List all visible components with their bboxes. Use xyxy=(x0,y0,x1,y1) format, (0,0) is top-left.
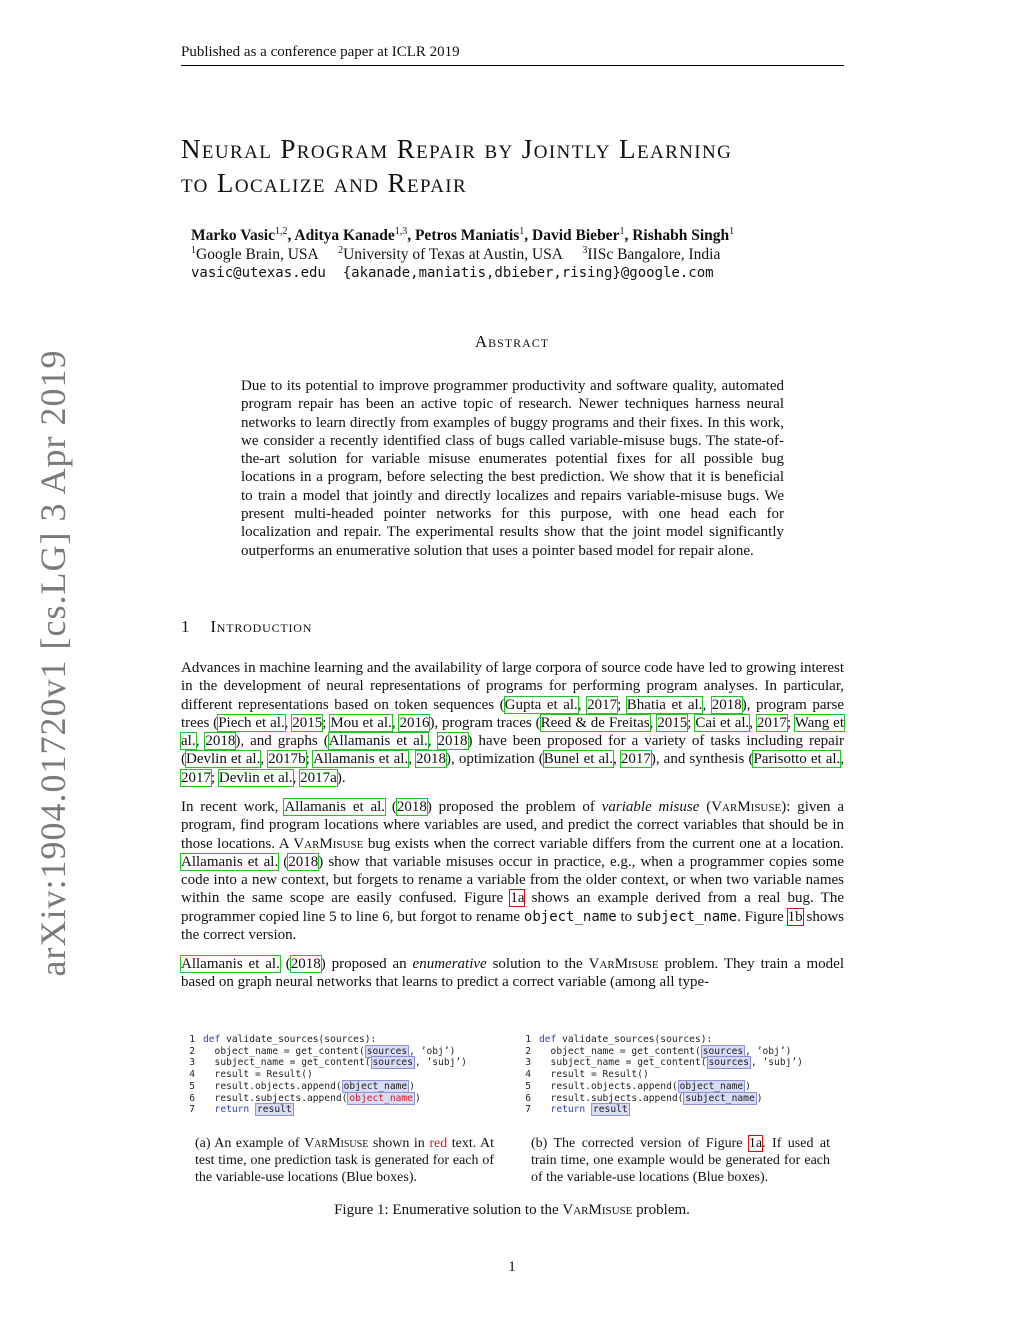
intro-paragraph-2: In recent work, Allamanis et al. (2018) proposed the problem of variable misuse (VarMisuse): given a program, find program locations where variables are used, and predict the correct variables that should be in those locations. A VarMisuse bug exists when the correct variable differs from the current one at a location. Allamanis et al. (2018) show that variable misuses occur in practice, e.g., when a programmer copies some code into a new context, but forgets to rename a variable from the older context, or when two variable names within the same scope are easily confused. Figure 1a shows an example derived from a real bug. The programmer copied line 5 to line 6, but forgot to rename object_name to subject_name. Figure 1b shows the correct version. xyxy=(181,799,845,944)
citation-link[interactable]: 2018 xyxy=(205,733,236,750)
citation-link[interactable]: 2017 xyxy=(620,751,651,768)
affiliation: Google Brain, USA xyxy=(196,246,319,263)
citation-link[interactable]: Allamanis et al. xyxy=(313,751,409,768)
misused-variable-box: object_name xyxy=(349,1092,413,1104)
variable-use-box: sources xyxy=(702,1045,744,1057)
author-aff: 1 xyxy=(729,225,735,237)
citation-link[interactable]: Bhatia et al. xyxy=(626,696,703,713)
figure-ref-link[interactable]: 1a xyxy=(510,890,525,907)
citation-link[interactable]: Mou et al. xyxy=(330,714,392,731)
code-line: 1 def validate_sources(sources): xyxy=(189,1034,377,1045)
citation-link[interactable]: Gupta et al. xyxy=(504,696,578,713)
affiliation: IISc Bangalore, India xyxy=(587,246,721,263)
code-line: 2 object_name = get_content( sources , ’obj’) xyxy=(189,1045,456,1057)
citation-link[interactable]: 2018 xyxy=(437,733,468,750)
citation-link[interactable]: 2017 xyxy=(756,714,787,731)
arxiv-stamp: arXiv:1904.01720v1 [cs.LG] 3 Apr 2019 xyxy=(33,349,73,977)
variable-use-box: object_name xyxy=(343,1080,408,1092)
citation-link[interactable]: 2015 xyxy=(292,714,323,731)
section-heading xyxy=(181,617,312,637)
title-line-2: to Localize and Repair xyxy=(181,168,468,198)
citation-link[interactable]: 2015 xyxy=(657,714,688,731)
figure-ref-link[interactable]: 1b xyxy=(787,908,803,925)
author-name: David Bieber xyxy=(532,227,620,244)
variable-use-box: result xyxy=(257,1104,292,1116)
paper-title xyxy=(181,132,846,200)
code-listing-a xyxy=(181,1034,467,1116)
section-number: 1 xyxy=(181,617,191,636)
variable-use-box: object_name xyxy=(679,1080,744,1092)
author-emails: vasic@utexas.edu {akanade,maniatis,dbieber,rising}@google.com xyxy=(191,265,714,281)
code-line: 7 return result xyxy=(189,1104,292,1116)
citation-link[interactable]: Devlin et al. xyxy=(218,769,293,786)
variable-use-box: sources xyxy=(366,1045,408,1057)
author-block xyxy=(191,226,734,283)
subfigure-caption-a: (a) An example of VarMisuse shown in red text. At test time, one prediction task is generated for each of the variable-use locations (Blue boxes). xyxy=(195,1136,494,1185)
citation-link[interactable]: 2016 xyxy=(399,714,430,731)
citation-link[interactable]: 2017a xyxy=(300,769,337,786)
author-aff: 1,3 xyxy=(394,225,408,237)
citation-link[interactable]: 2018 xyxy=(290,956,321,972)
code-line: 3 subject_name = get_content( sources , ’subj’) xyxy=(525,1057,803,1069)
citation-link[interactable]: Wang et al. xyxy=(181,714,844,750)
intro-paragraph-3: Allamanis et al. (2018) proposed an enumerative solution to the VarMisuse problem. They train a model based on graph neural networks that learns to predict a correct variable (among all type- xyxy=(181,956,844,991)
citation-link[interactable]: Reed & de Freitas xyxy=(540,714,650,731)
citation-link[interactable]: Piech et al. xyxy=(218,714,285,731)
header-rule xyxy=(181,65,844,66)
page-number: 1 xyxy=(508,1259,516,1275)
variable-use-box: sources xyxy=(372,1057,413,1069)
citation-link[interactable]: 2018 xyxy=(288,853,319,870)
affiliation: University of Texas at Austin, USA xyxy=(343,246,563,263)
code-line: 6 result.subjects.append( subject_name ) xyxy=(525,1092,763,1104)
affiliations: $^1$Google Brain, USA $^2$University of Texas at Austin, USA $^3$IISc Bangalore, India xyxy=(191,244,721,263)
citation-link[interactable]: Bunel et al. xyxy=(543,751,614,768)
code-line: 5 result.objects.append( object_name ) xyxy=(189,1080,415,1092)
citation-link[interactable]: 2018 xyxy=(711,696,742,713)
author-list: Marko Vasic$^{1,2}$, Aditya Kanade$^{1,3}$, Petros Maniatis$^1$, David Bieber$^1$, Rishabh Singh$^1$ xyxy=(191,225,735,244)
author-name: Aditya Kanade xyxy=(294,227,395,244)
intro-paragraph-1: Advances in machine learning and the availability of large corpora of source code have led to growing interest in the development of neural representations of programs for performing program analyses. In particular, different representations based on token sequences (Gupta et al., 2017; Bhatia et al., 2018), program parse trees (Piech et al., 2015; Mou et al., 2016), program traces (Reed & de Freitas, 2015; Cai et al., 2017; Wang et al., 2018), and graphs (Allamanis et al., 2018) have been proposed for a variety of tasks including repair (Devlin et al., 2017b; Allamanis et al., 2018), optimization (Bunel et al., 2017), and synthesis (Parisotto et al., 2017; Devlin et al., 2017a). xyxy=(181,660,845,786)
abstract-heading: Abstract xyxy=(474,332,550,351)
running-header: Published as a conference paper at ICLR 2019 xyxy=(181,44,460,60)
title-line-1: Neural Program Repair by Jointly Learning xyxy=(181,134,733,164)
citation-link[interactable]: Allamanis et al. xyxy=(181,956,280,972)
author-aff: 1,2 xyxy=(274,225,288,237)
citation-link[interactable]: 2017 xyxy=(587,696,618,713)
code-line: 7 return result xyxy=(525,1104,628,1116)
code-line: 4 result = Result() xyxy=(189,1069,313,1081)
code-line: 3 subject_name = get_content( sources , ’subj’) xyxy=(189,1057,467,1069)
citation-link[interactable]: Parisotto et al. xyxy=(753,751,841,768)
variable-use-box: result xyxy=(593,1104,628,1116)
code-line: 1 def validate_sources(sources): xyxy=(525,1034,713,1045)
variable-use-box: sources xyxy=(708,1057,749,1069)
author-aff: 1 xyxy=(619,225,625,237)
citation-link[interactable]: 2018 xyxy=(396,799,427,815)
author-aff: 1 xyxy=(519,225,525,237)
citation-link[interactable]: Cai et al. xyxy=(695,714,750,731)
code-line: 5 result.objects.append( object_name ) xyxy=(525,1080,751,1092)
code-listing-b xyxy=(517,1034,803,1116)
author-name: Marko Vasic xyxy=(191,227,275,244)
author-name: Rishabh Singh xyxy=(632,227,730,244)
abstract-body: Due to its potential to improve programmer productivity and software quality, automated program repair has been an active topic of research. Newer techniques harness neural networks to learn directly from examples of buggy programs and their fixes. In this work, we consider a recently identified class of bugs called variable-misuse bugs. The state-of-the-art solution for variable misuse enumerates potential fixes for all possible bug locations in a program, before selecting the best prediction. We show that it is beneficial to train a model that jointly and directly localizes and repairs variable-misuse bugs. We present multi-headed pointer networks for this purpose, with one head each for localization and repair. The experimental results show that the joint model significantly outperforms an enumerative solution that uses a pointer based model for repair alone. xyxy=(241,378,784,559)
citation-link[interactable]: 2017 xyxy=(181,769,211,786)
variable-use-box: subject_name xyxy=(685,1092,755,1104)
subfigure-caption-b: (b) The corrected version of Figure 1a. If used at train time, one example would be generated for each of the variable-use locations (Blue boxes). xyxy=(531,1136,830,1185)
code-line: 4 result = Result() xyxy=(525,1069,649,1081)
author-name: Petros Maniatis xyxy=(414,227,520,244)
citation-link[interactable]: 2018 xyxy=(416,751,447,768)
citation-link[interactable]: Allamanis et al. xyxy=(328,733,428,750)
citation-link[interactable]: Allamanis et al. xyxy=(181,853,279,870)
figure-ref-link[interactable]: 1a xyxy=(748,1136,763,1151)
citation-link[interactable]: Allamanis et al. xyxy=(284,799,386,815)
citation-link[interactable]: 2017b xyxy=(268,751,306,768)
section-title: Introduction xyxy=(210,617,313,636)
figure-caption: Figure 1: Enumerative solution to the VarMisuse problem. xyxy=(334,1202,690,1218)
code-line: 2 object_name = get_content( sources , ’obj’) xyxy=(525,1045,792,1057)
code-line: 6 result.subjects.append( object_name ) xyxy=(189,1092,421,1104)
citation-link[interactable]: Devlin et al. xyxy=(186,751,261,768)
